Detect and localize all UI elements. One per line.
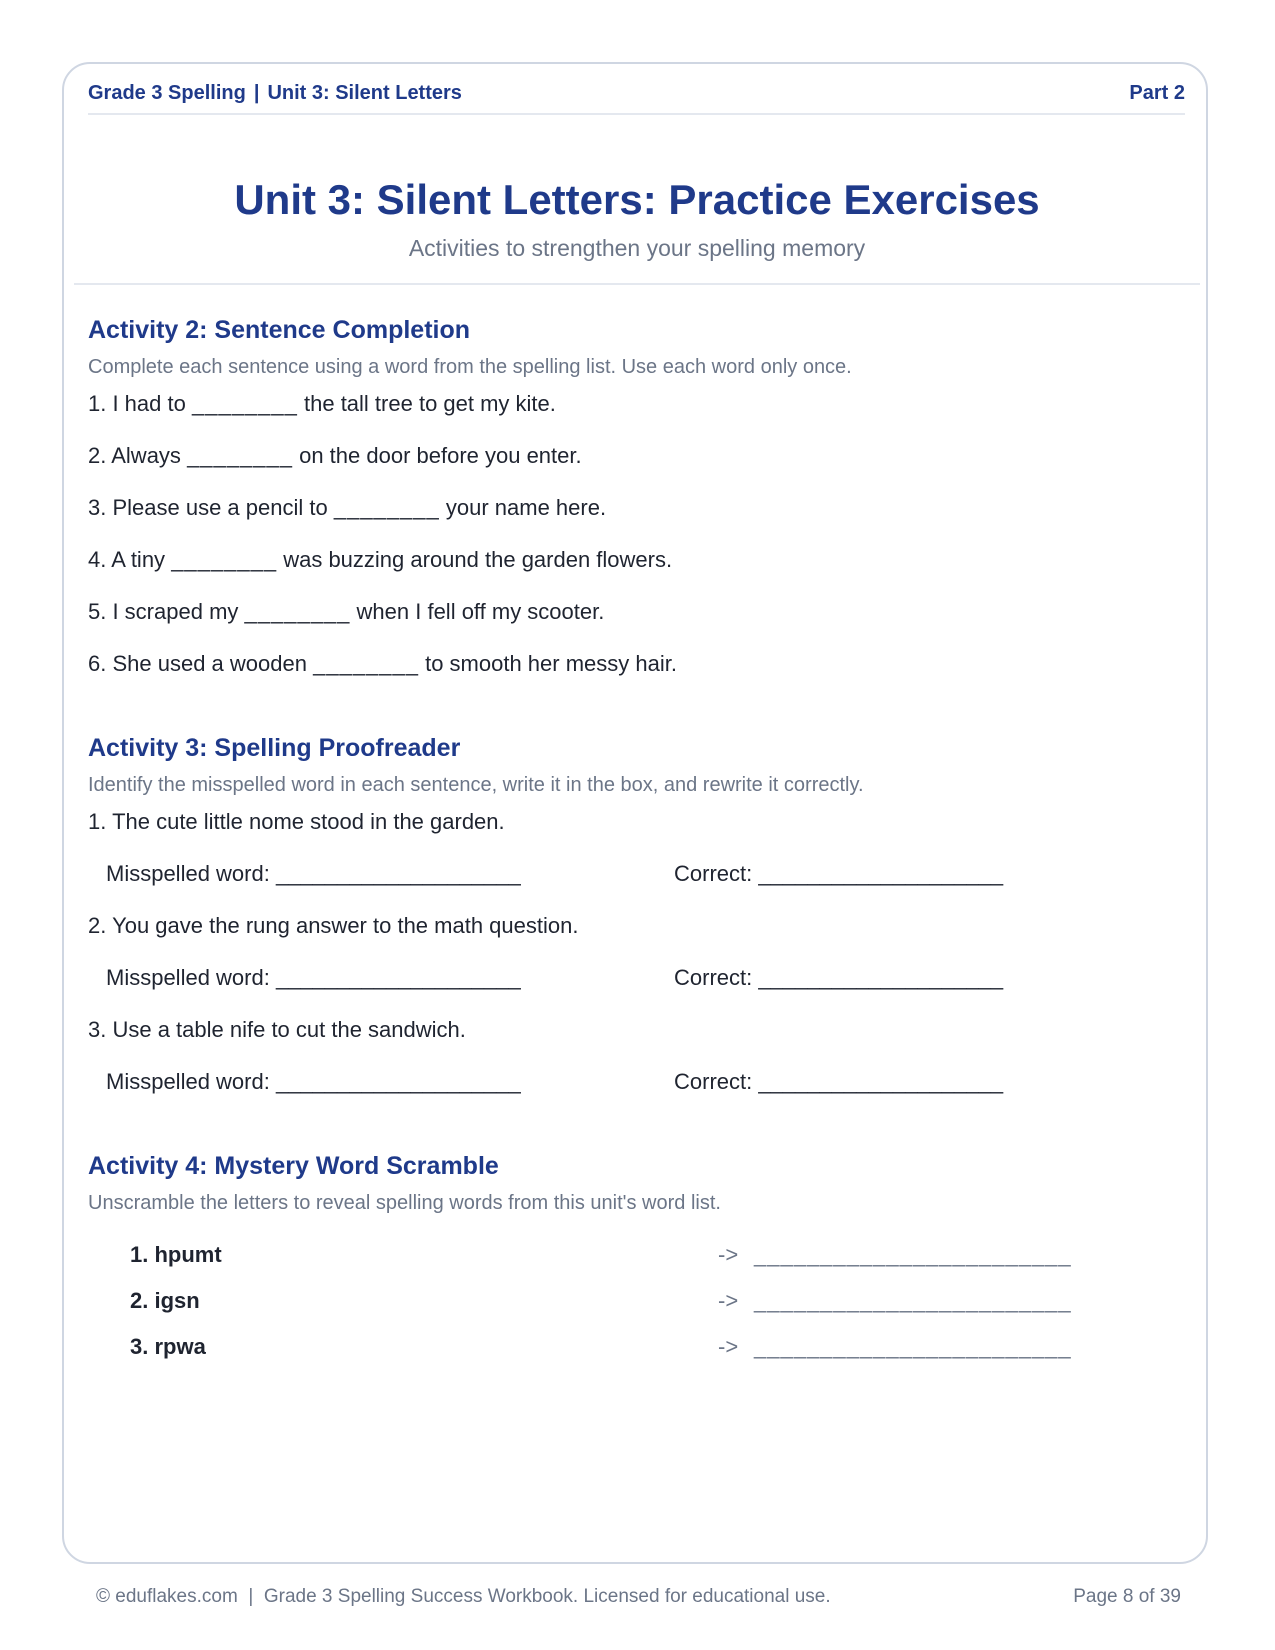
- activity-4-instructions: Unscramble the letters to reveal spelling words from this unit's word list.: [88, 1192, 721, 1214]
- scramble-item: [88, 1324, 1188, 1370]
- sentence-before: 2. Always: [88, 443, 181, 468]
- proofread-answer-row: [88, 848, 1188, 900]
- sentence-after: was buzzing around the garden flowers.: [283, 547, 673, 572]
- sentence-after: to smooth her messy hair.: [425, 651, 677, 676]
- proofread-answer-row: [88, 1056, 1188, 1108]
- arrow-icon: ->: [718, 1334, 739, 1359]
- sentence-before: 3. Please use a pencil to: [88, 495, 328, 520]
- sentence-before: 6. She used a wooden: [88, 651, 307, 676]
- activity-3-instructions: Identify the misspelled word in each sentence, write it in the box, and rewrite it correctly.: [88, 774, 864, 796]
- misspelled-field[interactable]: [106, 848, 674, 900]
- sentence-before: 1. I had to: [88, 391, 186, 416]
- page-title: Unit 3: Silent Letters: Practice Exercises: [234, 176, 1040, 223]
- correct-field[interactable]: [674, 952, 1003, 1004]
- sentence-item: [88, 534, 1188, 586]
- arrow-icon: ->: [718, 1288, 739, 1313]
- header-course: Grade 3 Spelling: [88, 81, 246, 104]
- scramble-item: [88, 1278, 1188, 1324]
- activity-2-heading: Activity 2: Sentence Completion: [88, 316, 471, 344]
- proofread-question: 1. The cute little nome stood in the garden.: [88, 809, 505, 834]
- sentence-item: [88, 482, 1188, 534]
- proofread-question: 3. Use a table nife to cut the sandwich.: [88, 1017, 466, 1042]
- sentence-after: on the door before you enter.: [299, 443, 582, 468]
- footer-copyright: © eduflakes.com | Grade 3 Spelling Success Workbook. Licensed for educational use.: [96, 1586, 831, 1607]
- sentence-item: [88, 378, 1188, 430]
- answer-line[interactable]: ________________________: [754, 1334, 1072, 1359]
- correct-line: ____________________: [758, 965, 1004, 990]
- activity-2-instructions: Complete each sentence using a word from the spelling list. Use each word only once.: [88, 356, 852, 378]
- arrow-icon: ->: [718, 1242, 739, 1267]
- activity-3-heading: Activity 3: Spelling Proofreader: [88, 734, 461, 762]
- correct-label: Correct:: [674, 1069, 753, 1094]
- correct-field[interactable]: [674, 848, 1003, 900]
- misspelled-field[interactable]: [106, 1056, 674, 1108]
- title-block: [74, 170, 1200, 264]
- correct-label: Correct:: [674, 965, 753, 990]
- activity-2-section: [88, 312, 1188, 690]
- correct-line: ____________________: [758, 861, 1004, 886]
- correct-field[interactable]: [674, 1056, 1003, 1108]
- header-separator: |: [253, 81, 260, 104]
- header-part: Part 2: [1129, 81, 1185, 104]
- misspelled-label: Misspelled word:: [106, 1069, 270, 1094]
- correct-line: ____________________: [758, 1069, 1004, 1094]
- activity-3-section: [88, 730, 1188, 1108]
- misspelled-line: ____________________: [275, 1069, 521, 1094]
- answer-line[interactable]: ________________________: [754, 1242, 1072, 1267]
- scrambled-word: 3. rpwa: [130, 1334, 206, 1359]
- sentence-blank: ________: [244, 599, 351, 624]
- header-breadcrumb: [88, 82, 462, 105]
- misspelled-field[interactable]: [106, 952, 674, 1004]
- misspelled-label: Misspelled word:: [106, 965, 270, 990]
- page-header: [88, 73, 1185, 115]
- sentence-blank: ________: [333, 495, 440, 520]
- page-number: Page 8 of 39: [1073, 1586, 1181, 1607]
- misspelled-line: ____________________: [275, 861, 521, 886]
- sentence-item: [88, 638, 1188, 690]
- sentence-blank: ________: [187, 443, 293, 468]
- scramble-list: [88, 1232, 1188, 1370]
- page-subtitle: Activities to strengthen your spelling memory: [408, 235, 866, 261]
- activity-4-section: [88, 1148, 1188, 1370]
- answer-line[interactable]: ________________________: [754, 1288, 1072, 1313]
- sentence-after: when I fell off my scooter.: [356, 599, 605, 624]
- scrambled-word: 1. hpumt: [130, 1242, 222, 1267]
- sentence-after: the tall tree to get my kite.: [304, 391, 556, 416]
- misspelled-label: Misspelled word:: [106, 861, 270, 886]
- header-unit: Unit 3: Silent Letters: [267, 81, 462, 104]
- sentence-item: [88, 586, 1188, 638]
- sentence-blank: ________: [191, 391, 298, 416]
- sentence-before: 5. I scraped my: [88, 599, 239, 624]
- sentence-blank: ________: [171, 547, 278, 572]
- sentence-blank: ________: [313, 651, 419, 676]
- sentence-item: [88, 430, 1188, 482]
- proofread-answer-row: [88, 952, 1188, 1004]
- sentence-before: 4. A tiny: [88, 547, 166, 572]
- page-footer: [96, 1586, 1181, 1608]
- misspelled-line: ____________________: [275, 965, 521, 990]
- scramble-item: [88, 1232, 1188, 1278]
- sentence-after: your name here.: [445, 495, 607, 520]
- correct-label: Correct:: [674, 861, 753, 886]
- activity-4-heading: Activity 4: Mystery Word Scramble: [88, 1152, 499, 1180]
- proofread-question: 2. You gave the rung answer to the math question.: [88, 913, 579, 938]
- title-divider: [74, 283, 1200, 285]
- scrambled-word: 2. igsn: [130, 1288, 200, 1313]
